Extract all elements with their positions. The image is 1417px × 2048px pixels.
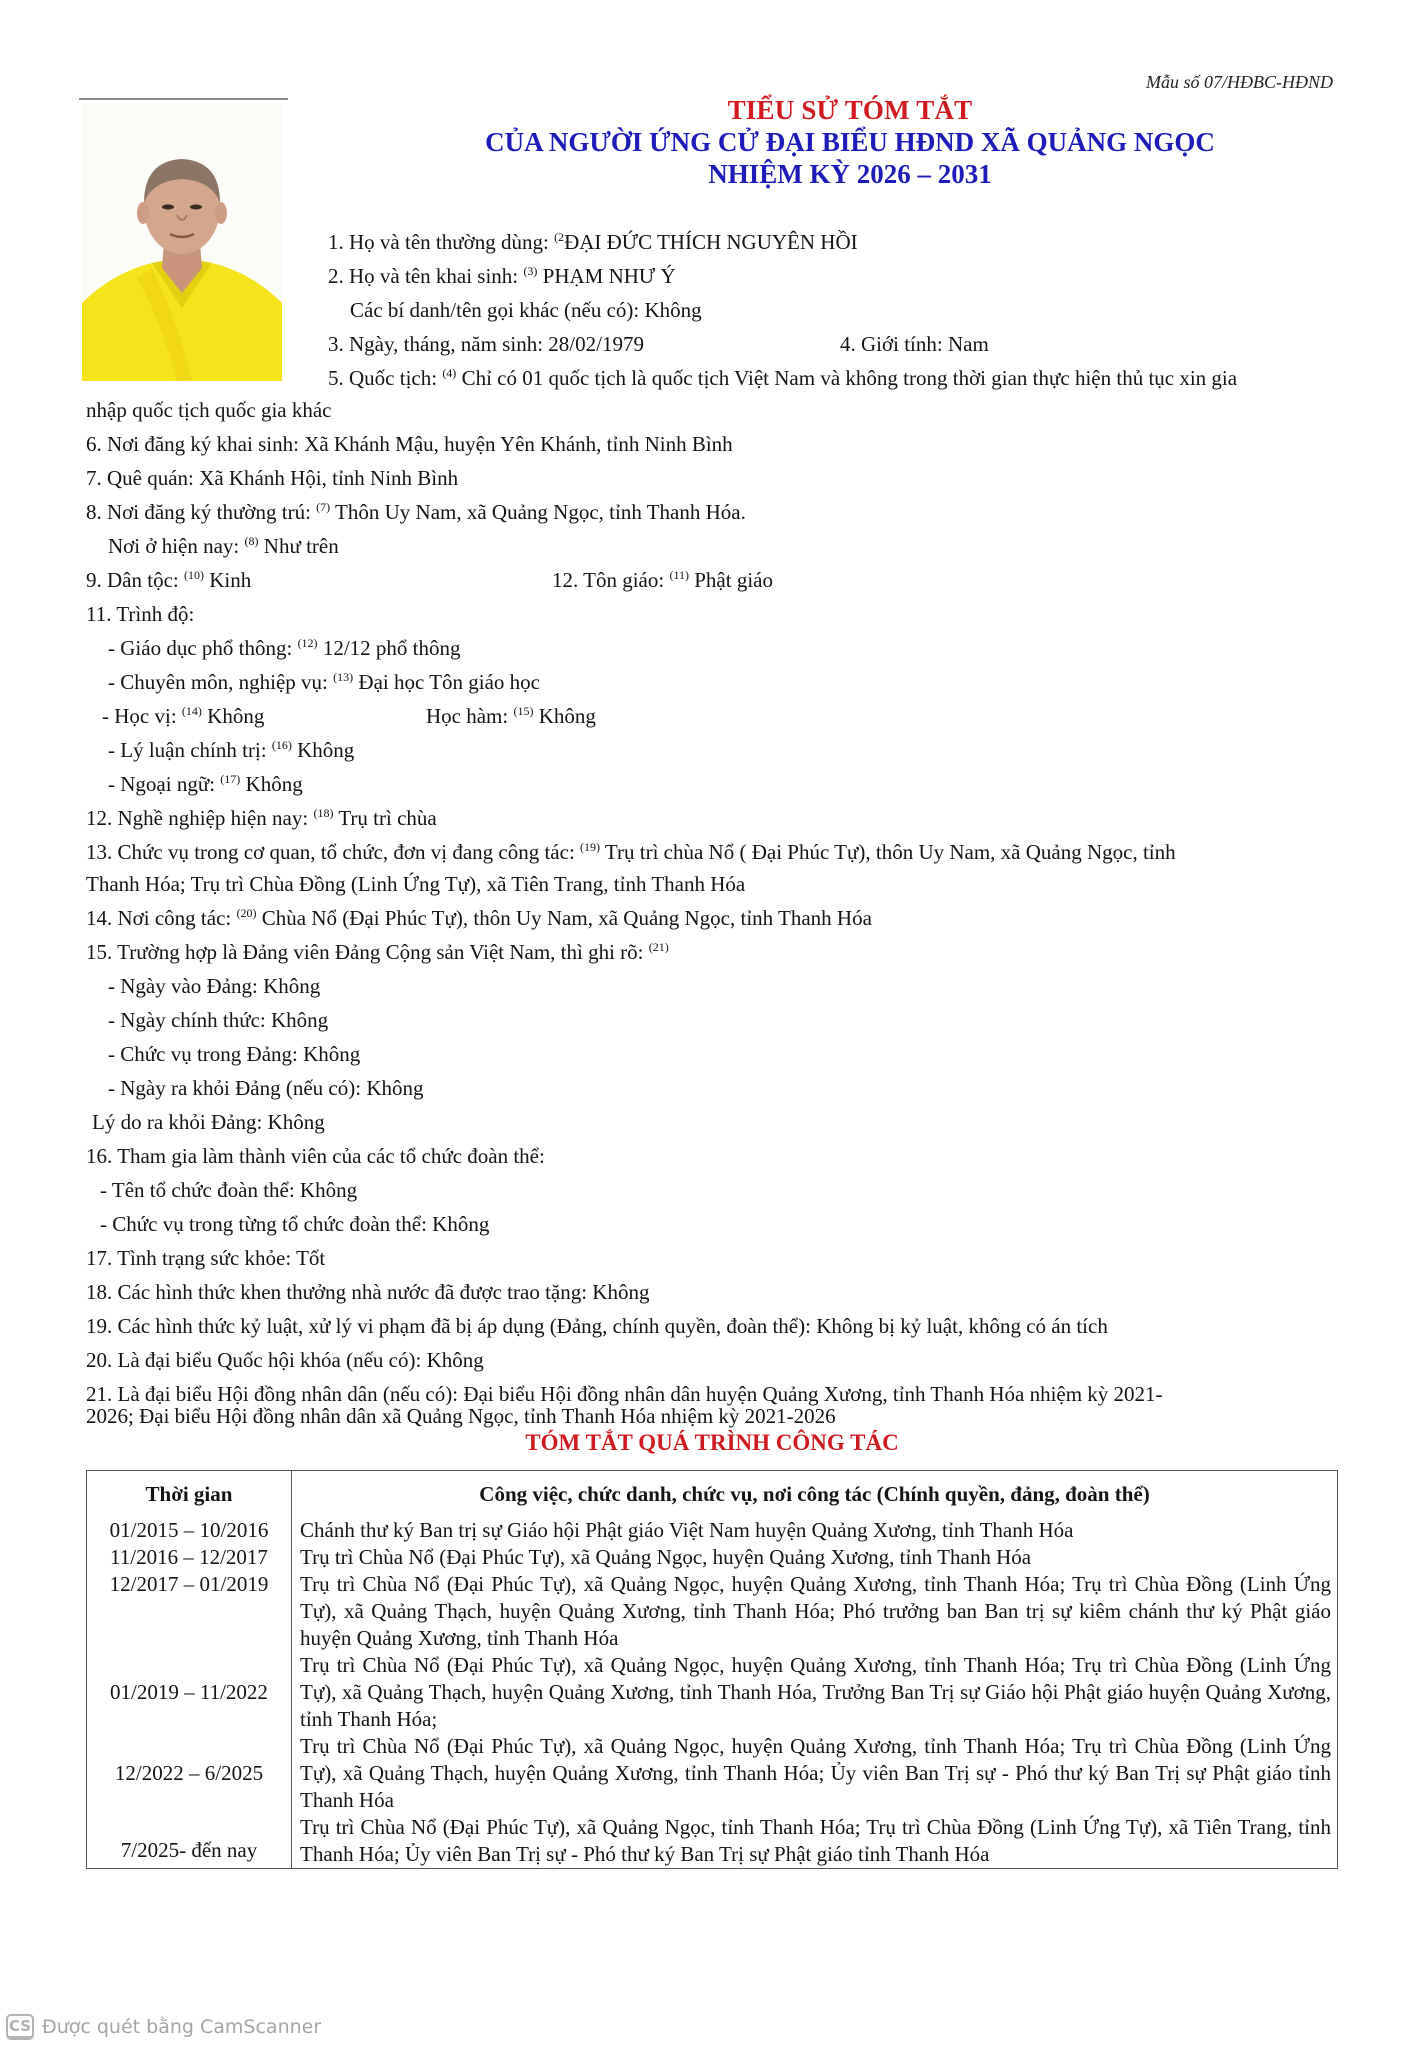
item-21-continued: 2026; Đại biểu Hội đồng nhân dân xã Quảng Ngọc, tỉnh Thanh Hóa nhiệm kỳ 2021-2026 — [86, 1404, 836, 1428]
item-label: - Học vị: — [102, 704, 177, 728]
item-4 — [840, 332, 989, 357]
item-15 — [86, 940, 669, 965]
camscanner-text: Được quét bằng CamScanner — [42, 2016, 322, 2038]
aliases — [350, 298, 702, 323]
title-line-2: CỦA NGƯỜI ỨNG CỬ ĐẠI BIỂU HĐND XÃ QUẢNG NGỌC — [485, 127, 1215, 157]
table-row — [87, 1652, 1338, 1733]
table-row — [87, 1517, 1338, 1544]
footnote-ref: (3) — [523, 264, 538, 278]
current-residence — [108, 534, 339, 559]
item-value: 12/12 phổ thông — [322, 636, 461, 660]
general-education — [108, 636, 460, 661]
item-8 — [86, 500, 746, 525]
item-6 — [86, 432, 733, 457]
item-label: Các bí danh/tên gọi khác (nếu có): — [350, 298, 640, 322]
item-value: Không — [538, 704, 596, 728]
party-position: - Chức vụ trong Đảng: Không — [108, 1042, 361, 1066]
row-description: Trụ trì Chùa Nổ (Đại Phúc Tự), xã Quảng Ngọc, tỉnh Thanh Hóa; Trụ trì Chùa Đồng (Linh Ứng Tự), xã Tiên Trang, tỉnh Thanh Hóa; Ủy viên Ban Trị sự - Phó thư ký Ban Trị sự Phật giáo tỉnh Thanh Hóa — [300, 1815, 1331, 1866]
table-header-row — [87, 1471, 1338, 1518]
footnote-ref: (2 — [554, 230, 565, 244]
title-line-3: NHIỆM KỲ 2026 – 2031 — [708, 159, 992, 189]
item-value: Không — [644, 298, 702, 322]
item-19: 19. Các hình thức kỷ luật, xử lý vi phạm đã bị áp dụng (Đảng, chính quyền, đoàn thể): Không bị kỷ luật, không có án tích — [86, 1314, 1108, 1338]
footnote-ref: (14) — [181, 704, 202, 718]
item-label: 14. Nơi công tác: — [86, 906, 232, 930]
row-time: 01/2015 – 10/2016 — [87, 1517, 292, 1544]
academic-title — [426, 704, 596, 729]
portrait-icon — [82, 103, 282, 381]
footnote-ref: (19) — [580, 840, 601, 854]
party-leave-reason: Lý do ra khỏi Đảng: Không — [92, 1110, 325, 1134]
item-label: - Giáo dục phổ thông: — [108, 636, 293, 660]
item-11: 11. Trình độ: — [86, 602, 195, 626]
item-label: Học hàm: — [426, 704, 509, 728]
row-time: 01/2019 – 11/2022 — [87, 1652, 292, 1733]
item-16: 16. Tham gia làm thành viên của các tổ chức đoàn thể: — [86, 1144, 545, 1168]
item-label: 12. Tôn giáo: — [552, 568, 665, 592]
title-line-1: TIỂU SỬ TÓM TẮT — [727, 95, 973, 125]
item-label: - Ngoại ngữ: — [108, 772, 216, 796]
row-description: Trụ trì Chùa Nổ (Đại Phúc Tự), xã Quảng Ngọc, huyện Quảng Xương, tỉnh Thanh Hóa; Trụ trì Chùa Đồng (Linh Ứng Tự), xã Quảng Thạch, huyện Quảng Xương, tỉnh Thanh Hóa; Ủy viên Ban Trị sự - Phó thư ký Ban Trị sự Phật giáo tỉnh Thanh Hóa — [300, 1734, 1331, 1812]
item-20: 20. Là đại biểu Quốc hội khóa (nếu có): Không — [86, 1348, 484, 1372]
row-time: 7/2025- đến nay — [87, 1814, 292, 1869]
footnote-ref: (11) — [669, 568, 689, 582]
item-1 — [328, 230, 858, 255]
row-time: 11/2016 – 12/2017 — [87, 1544, 292, 1571]
party-official-date: - Ngày chính thức: Không — [108, 1008, 329, 1032]
form-code: Mẫu số 07/HĐBC-HĐND — [1146, 72, 1333, 92]
item-value: Chỉ có 01 quốc tịch là quốc tịch Việt Nam và không trong thời gian thực hiện thủ tục xin gia — [461, 366, 1238, 390]
political-theory — [108, 738, 354, 763]
item-label: 13. Chức vụ trong cơ quan, tổ chức, đơn vị đang công tác: — [86, 840, 575, 864]
footnote-ref: (15) — [513, 704, 534, 718]
item-label: 9. Dân tộc: — [86, 568, 179, 592]
item-label: Nơi ở hiện nay: — [108, 534, 240, 558]
item-value: Thôn Uy Nam, xã Quảng Ngọc, tỉnh Thanh Hóa. — [335, 500, 746, 524]
footnote-ref: (18) — [313, 806, 334, 820]
document-title — [400, 94, 1300, 190]
item-18: 18. Các hình thức khen thưởng nhà nước đã được trao tặng: Không — [86, 1280, 650, 1304]
footnote-ref: (20) — [236, 906, 257, 920]
footnote-ref: (4) — [442, 366, 457, 380]
work-history-table — [86, 1470, 1338, 1869]
footnote-ref: (10) — [183, 568, 204, 582]
footnote-ref: (7) — [316, 500, 331, 514]
specialty — [108, 670, 540, 695]
item-value: 28/02/1979 — [548, 332, 644, 356]
item-label: 5. Quốc tịch: — [328, 366, 438, 390]
item-label: 2. Họ và tên khai sinh: — [328, 264, 519, 288]
item-5-continued: nhập quốc tịch quốc gia khác — [86, 398, 332, 422]
item-value: Không — [207, 704, 265, 728]
footnote-ref: (17) — [220, 772, 241, 786]
camscanner-logo-icon: CS — [6, 2014, 34, 2040]
item-13 — [86, 840, 1176, 865]
item-value: Xã Khánh Hội, tỉnh Ninh Bình — [199, 466, 459, 490]
item-label: - Chuyên môn, nghiệp vụ: — [108, 670, 328, 694]
photo-frame-rule — [79, 98, 288, 100]
column-header-description: Công việc, chức danh, chức vụ, nơi công tác (Chính quyền, đảng, đoàn thể) — [479, 1482, 1150, 1506]
item-label: 3. Ngày, tháng, năm sinh: — [328, 332, 544, 356]
occupation — [86, 806, 437, 831]
item-value: Đại học Tôn giáo học — [358, 670, 540, 694]
row-description: Trụ trì Chùa Nổ (Đại Phúc Tự), xã Quảng Ngọc, huyện Quảng Xương, tỉnh Thanh Hóa; Trụ trì Chùa Đồng (Linh Ứng Tự), xã Quảng Thạch, huyện Quảng Xương, tỉnh Thanh Hóa, Trưởng Ban Trị sự Giáo hội Phật giáo huyện Quảng Xương, tỉnh Thanh Hóa; — [300, 1653, 1331, 1731]
footnote-ref: (8) — [244, 534, 259, 548]
item-value: ĐẠI ĐỨC THÍCH NGUYÊN HỒI — [564, 230, 858, 254]
religion — [552, 568, 773, 593]
column-header-time: Thời gian — [87, 1471, 292, 1518]
candidate-photo — [82, 103, 282, 381]
table-row — [87, 1571, 1338, 1652]
item-value: Xã Khánh Mậu, huyện Yên Khánh, tỉnh Ninh Bình — [304, 432, 733, 456]
party-leave-date: - Ngày ra khỏi Đảng (nếu có): Không — [108, 1076, 424, 1100]
item-value: Không — [245, 772, 303, 796]
item-value: Trụ trì chùa Nổ ( Đại Phúc Tự), thôn Uy Nam, xã Quảng Ngọc, tỉnh — [604, 840, 1176, 864]
item-label: - Lý luận chính trị: — [108, 738, 267, 762]
work-history-title: TÓM TẮT QUÁ TRÌNH CÔNG TÁC — [525, 1430, 899, 1455]
footnote-ref: (13) — [333, 670, 354, 684]
item-value: Phật giáo — [694, 568, 773, 592]
item-label: 7. Quê quán: — [86, 466, 194, 490]
item-7 — [86, 466, 458, 491]
party-join-date: - Ngày vào Đảng: Không — [108, 974, 321, 998]
org-position: - Chức vụ trong từng tổ chức đoàn thể: Không — [100, 1212, 490, 1236]
org-name: - Tên tổ chức đoàn thể: Không — [100, 1178, 358, 1202]
item-label: 12. Nghề nghiệp hiện nay: — [86, 806, 309, 830]
item-2 — [328, 264, 676, 289]
row-description: Trụ trì Chùa Nổ (Đại Phúc Tự), xã Quảng Ngọc, huyện Quảng Xương, tỉnh Thanh Hóa — [300, 1545, 1032, 1569]
item-5 — [328, 366, 1237, 391]
item-value: Không — [297, 738, 355, 762]
item-21: 21. Là đại biểu Hội đồng nhân dân (nếu có): Đại biểu Hội đồng nhân dân huyện Quảng Xương, tỉnh Thanh Hóa nhiệm kỳ 2021- — [86, 1382, 1163, 1406]
item-13-continued: Thanh Hóa; Trụ trì Chùa Đồng (Linh Ứng Tự), xã Tiên Trang, tỉnh Thanh Hóa — [86, 872, 746, 896]
row-time: 12/2017 – 01/2019 — [87, 1571, 292, 1652]
item-label: 15. Trường hợp là Đảng viên Đảng Cộng sản Việt Nam, thì ghi rõ: — [86, 940, 644, 964]
footnote-ref: (21) — [648, 940, 669, 954]
item-label: 4. Giới tính: — [840, 332, 943, 356]
item-value: Nam — [947, 332, 989, 356]
item-17: 17. Tình trạng sức khỏe: Tốt — [86, 1246, 326, 1270]
row-description: Trụ trì Chùa Nổ (Đại Phúc Tự), xã Quảng Ngọc, huyện Quảng Xương, tỉnh Thanh Hóa; Trụ trì Chùa Đồng (Linh Ứng Tự), xã Quảng Thạch, huyện Quảng Xương, tỉnh Thanh Hóa; Phó trưởng ban Ban trị sự kiêm chánh thư ký Phật giáo huyện Quảng Xương, tỉnh Thanh Hóa — [300, 1572, 1331, 1650]
footnote-ref: (16) — [271, 738, 292, 752]
item-value: Kinh — [209, 568, 252, 592]
foreign-language — [108, 772, 303, 797]
item-label: 6. Nơi đăng ký khai sinh: — [86, 432, 299, 456]
table-row — [87, 1814, 1338, 1869]
row-time: 12/2022 – 6/2025 — [87, 1733, 292, 1814]
table-row — [87, 1733, 1338, 1814]
degree — [102, 704, 264, 729]
item-14 — [86, 906, 872, 931]
footnote-ref: (12) — [297, 636, 318, 650]
item-9 — [86, 568, 251, 593]
camscanner-watermark — [6, 2014, 321, 2040]
row-description: Chánh thư ký Ban trị sự Giáo hội Phật giáo Việt Nam huyện Quảng Xương, tỉnh Thanh Hóa — [300, 1518, 1074, 1542]
item-value: PHẠM NHƯ Ý — [542, 264, 676, 288]
item-value: Chùa Nổ (Đại Phúc Tự), thôn Uy Nam, xã Quảng Ngọc, tỉnh Thanh Hóa — [261, 906, 872, 930]
item-label: 1. Họ và tên thường dùng: — [328, 230, 549, 254]
item-value: Như trên — [263, 534, 339, 558]
item-value: Trụ trì chùa — [338, 806, 437, 830]
table-row — [87, 1544, 1338, 1571]
item-3 — [328, 332, 644, 357]
item-label: 8. Nơi đăng ký thường trú: — [86, 500, 311, 524]
